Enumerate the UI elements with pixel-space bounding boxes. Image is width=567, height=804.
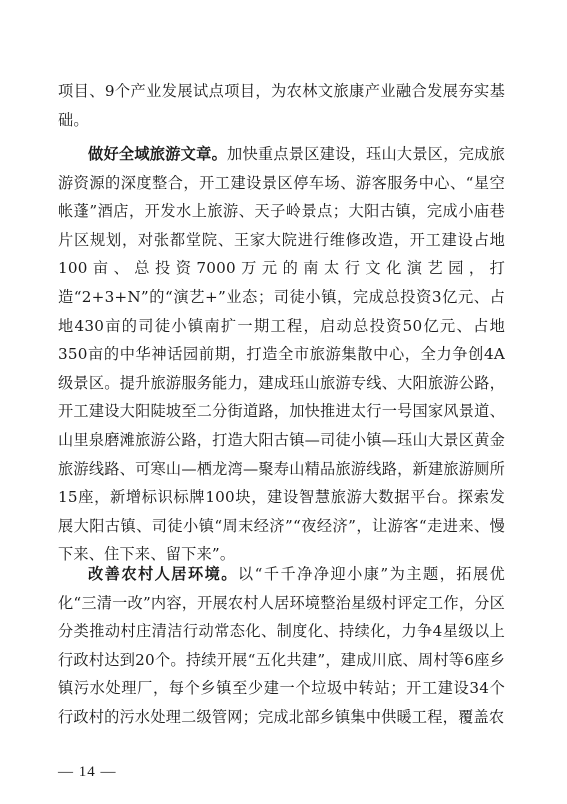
- paragraph-text: 以“千千净净迎小康”为主题，拓展优化“三清一改”内容，开展农村人居环境整治星级村评定工作，分区分类推动村庄清洁行动常态化、制度化、持续化，力争4星级以上行政村达到20个。持续开展“五化共建”，建成川底、周村等6座乡镇污水处理厂，每个乡镇至少建一个垃圾中转站；开工建设34个行政村的污水处理二级管网；完成北部乡镇集中供暖工程，覆盖农: [58, 565, 505, 726]
- paragraph-text: 加快重点景区建设，珏山大景区，完成旅游资源的深度整合，开工建设景区停车场、游客服务中心、“星空帐蓬”酒店，开发水上旅游、天子岭景点；大阳古镇，完成小庙巷片区规划，对张都堂院、王家大院进行维修改造，开工建设占地100亩、总投资7000万元的南太行文化演艺园，打造“2+3+N”的“演艺+”业态；司徒小镇，完成总投资3亿元、占地430亩的司徒小镇南扩一期工程，启动总投资50亿元、占地350亩的中华神话园前期，打造全市旅游集散中心，全力争创4A级景区。提升旅游服务能力，建成珏山旅游专线、大阳旅游公路，开工建设大阳陡坡至二分街道路，加快推进太行一号国家风景道、山里泉磨滩旅游公路，打造大阳古镇—司徒小镇—珏山大景区黄金旅游线路、可寒山—栖龙湾—聚寿山精品旅游线路，新建旅游厕所15座，新增标识标牌100块，建设智慧旅游大数据平台。探索发展大阳古镇、司徒小镇“周末经济”“夜经济”，让游客“走进来、慢下来、住下来、留下来”。: [58, 145, 505, 564]
- paragraph-living-environment: [58, 560, 505, 732]
- page-number: — 14 —: [58, 764, 117, 780]
- paragraph-tourism: [58, 140, 505, 569]
- paragraph-continuation: [58, 77, 505, 134]
- paragraph-heading: 做好全域旅游文章。: [88, 145, 228, 163]
- paragraph-body: [58, 140, 505, 569]
- paragraph-body: [58, 560, 505, 732]
- paragraph-heading: 改善农村人居环境。: [88, 565, 238, 583]
- paragraph-text: 项目、9个产业发展试点项目，为农林文旅康产业融合发展夯实基础。: [58, 82, 505, 129]
